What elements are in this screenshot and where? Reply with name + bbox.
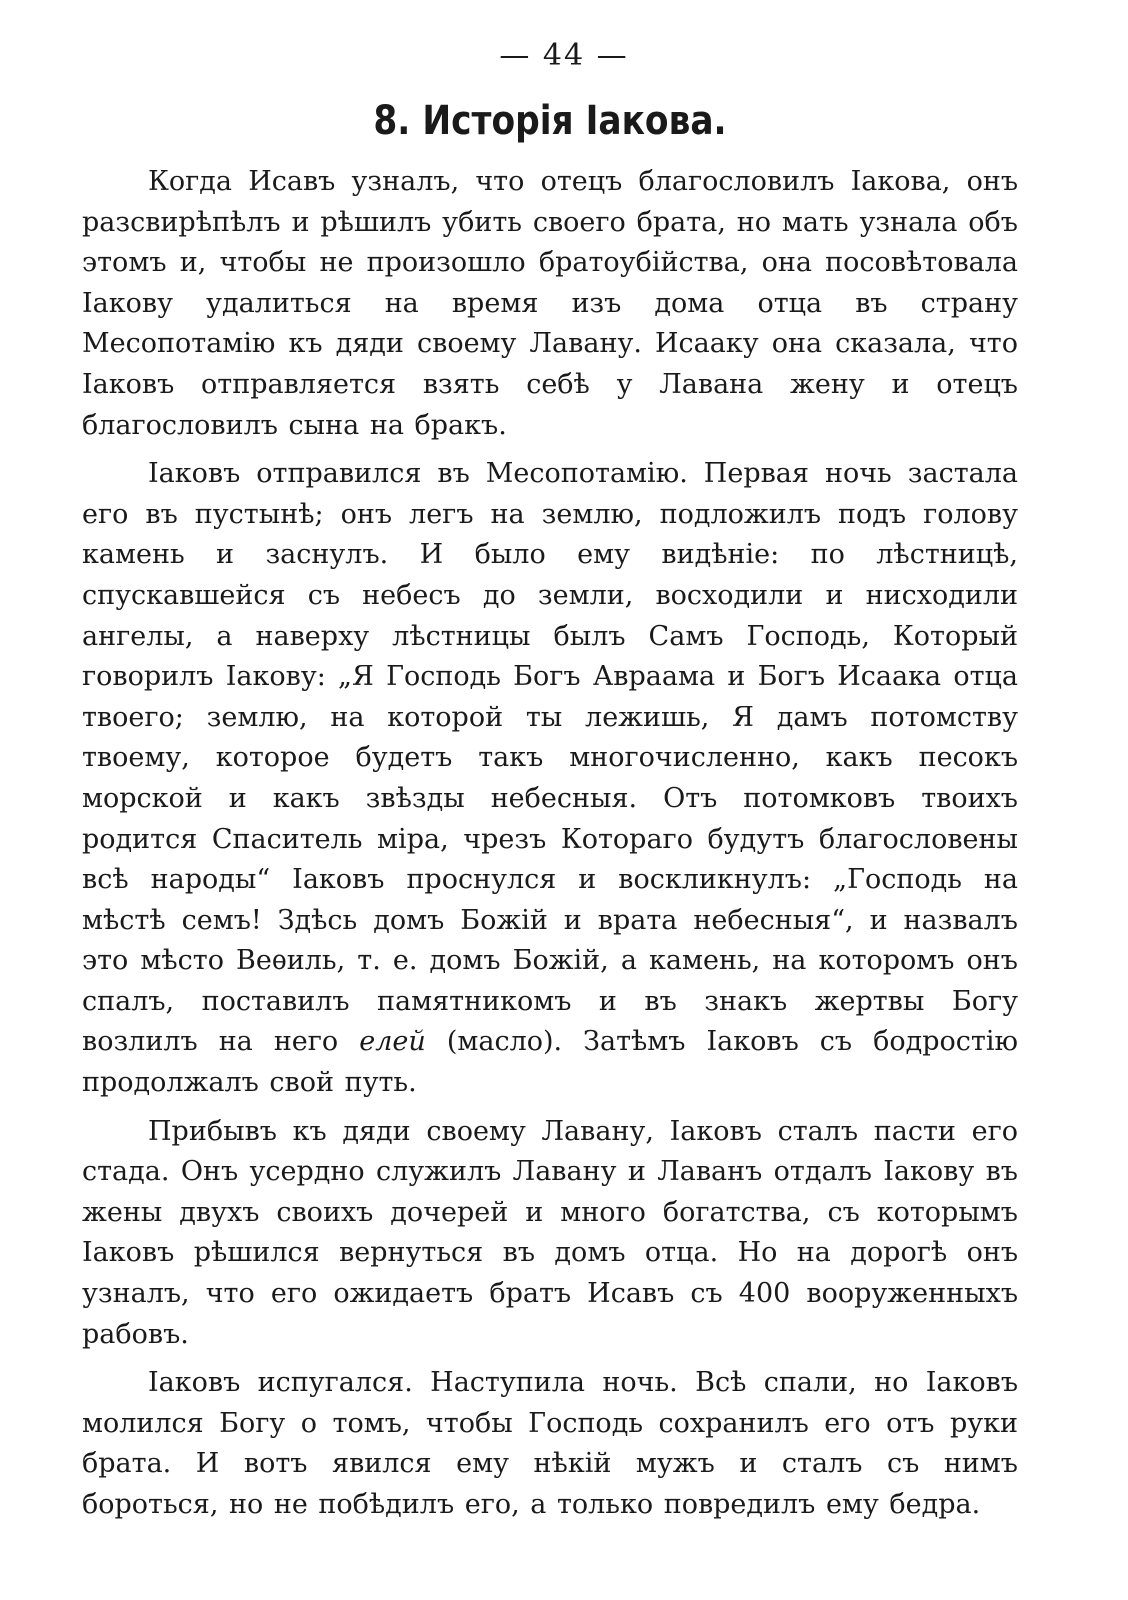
paragraph-2-tail: (масло). Затѣмъ Іаковъ съ бодростію продолжалъ свой путь. [82,1026,1019,1099]
paragraph-1: Когда Исавъ узналъ, что отецъ благословилъ Іакова, онъ разсвирѣпѣлъ и рѣшилъ убить своего брата, но мать узнала объ этомъ и, чтобы не произошло братоубійства, она посовѣтовала Іакову удалиться на время изъ дома отца въ страну Месопотамію къ дяди своему Лавану. Исааку она сказала, что Іаковъ отправляется взять себѣ у Лавана жену и отецъ благословилъ сына на бракъ. [82,166,1018,441]
page-number: — 44 — [499,38,629,73]
paragraph-3: Прибывъ къ дяди своему Лавану, Іаковъ сталъ пасти его стада. Онъ усердно служилъ Лавану и Лаванъ отдалъ Іакову въ жены двухъ своихъ дочерей и много богатства, съ которымъ Іаковъ рѣшился вернуться въ домъ отца. Но на дорогѣ онъ узналъ, что его ожидаетъ братъ Исавъ съ 400 вооруженныхъ рабовъ. [82,1115,1018,1350]
paragraph-2 [82,454,1018,1104]
italic-term: елей [359,1026,426,1058]
paragraph-2-text: Іаковъ отправился въ Месопотамію. Первая ночь застала его въ пустынѣ; онъ легъ на землю, подложилъ подъ голову камень и заснулъ. И было ему видѣніе: по лѣстницѣ, спускавшейся съ небесъ до земли, восходили и нисходили ангелы, а наверху лѣстницы былъ Самъ Господь, Который говорилъ Іакову: „Я Господь Богъ Авраама и Богъ Исаака отца твоего; землю, на которой ты лежишь, Я дамъ потомству твоему, которое будетъ такъ многочисленно, какъ песокъ морской и какъ звѣзды небесныя. Отъ потомковъ твоихъ родится Спаситель міра, чрезъ Котораго будутъ благословены всѣ народы“ Іаковъ проснулся и воскликнулъ: „Господь на мѣстѣ семъ! Здѣсь домъ Божій и врата небесныя“, и назвалъ это мѣсто Веѳиль, т. е. домъ Божій, а камень, на которомъ онъ спалъ, поставилъ памятникомъ и въ знакъ жертвы Богу возлилъ на него [82,458,1018,1058]
paragraph-4: Іаковъ испугался. Наступила ночь. Всѣ спали, но Іаковъ молился Богу о томъ, чтобы Господь сохранилъ его отъ руки брата. И вотъ явился ему нѣкій мужъ и сталъ съ нимъ бороться, но не побѣдилъ его, а только повредилъ ему бедра. [82,1367,1018,1520]
chapter-title: 8. Исторія Іакова. [373,98,727,144]
